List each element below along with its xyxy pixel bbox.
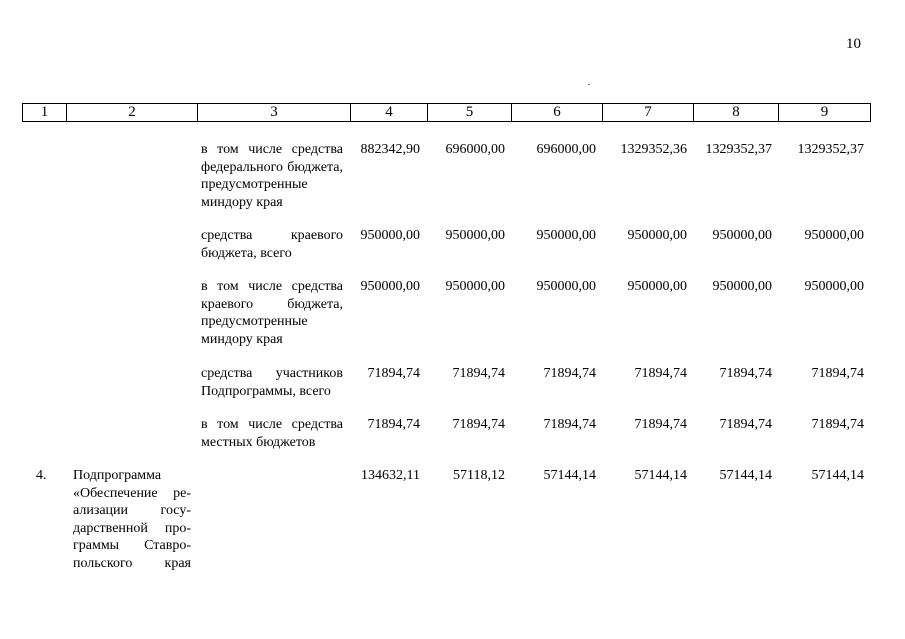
table-cell-col7: 71894,74 bbox=[634, 366, 687, 381]
table-cell-col5: 71894,74 bbox=[452, 366, 505, 381]
subprogram-name-line: граммы Ставро- bbox=[73, 538, 191, 553]
header-col-9: 9 bbox=[820, 104, 829, 120]
table-cell-col9: 950000,00 bbox=[804, 228, 864, 243]
table-cell-col6: 696000,00 bbox=[536, 142, 596, 157]
header-col-3: 3 bbox=[198, 104, 351, 121]
table-row-description: в том числе средства местных бюджетов bbox=[201, 417, 343, 450]
table-cell-col7: 950000,00 bbox=[627, 279, 687, 294]
table-cell-col9: 1329352,37 bbox=[797, 142, 864, 157]
table-cell-col5: 57118,12 bbox=[453, 468, 505, 483]
table-row-description: средства участников Подпрограммы, всего bbox=[201, 366, 343, 399]
table-cell-col8: 1329352,37 bbox=[705, 142, 772, 157]
table-cell-col9: 950000,00 bbox=[804, 279, 864, 294]
table-cell-col6: 57144,14 bbox=[543, 468, 596, 483]
header-col-7: 7 bbox=[603, 104, 694, 121]
table-cell-col7: 950000,00 bbox=[627, 228, 687, 243]
table-cell-col9: 57144,14 bbox=[811, 468, 864, 483]
table-cell-col5: 71894,74 bbox=[452, 417, 505, 432]
table-cell-col9: 71894,74 bbox=[811, 366, 864, 381]
table-cell-col6: 950000,00 bbox=[536, 279, 596, 294]
table-cell-col6: 71894,74 bbox=[543, 417, 596, 432]
table-cell-col8: 950000,00 bbox=[712, 279, 772, 294]
header-col-5: 5 bbox=[428, 104, 512, 121]
table-cell-col6: 950000,00 bbox=[536, 228, 596, 243]
table-cell-col7: 71894,74 bbox=[634, 417, 687, 432]
table-row-description: средства краевого бюджета, всего bbox=[201, 228, 343, 261]
table-cell-col7: 57144,14 bbox=[634, 468, 687, 483]
table-cell-col4: 134632,11 bbox=[361, 468, 420, 483]
table-cell-col4: 950000,00 bbox=[360, 228, 420, 243]
header-col-1: 1 bbox=[23, 104, 67, 121]
table-cell-col5: 950000,00 bbox=[445, 279, 505, 294]
subprogram-name-line: ализации госу- bbox=[73, 503, 191, 518]
table-cell-col8: 71894,74 bbox=[719, 417, 772, 432]
table-cell-col5: 696000,00 bbox=[445, 142, 505, 157]
subprogram-name bbox=[73, 467, 191, 572]
table-cell-col5: 950000,00 bbox=[445, 228, 505, 243]
row-number: 4. bbox=[36, 468, 47, 483]
table-cell-col8: 71894,74 bbox=[719, 366, 772, 381]
table-header-row bbox=[22, 103, 871, 122]
table-cell-col6: 71894,74 bbox=[543, 366, 596, 381]
subprogram-name-line: польского края bbox=[73, 555, 191, 571]
subprogram-name-line: дарственной про- bbox=[73, 520, 191, 536]
table-cell-col8: 57144,14 bbox=[719, 468, 772, 483]
table-row-description: в том числе средства краевого бюджета, предусмотренные миндору края bbox=[201, 279, 343, 347]
header-col-2: 2 bbox=[67, 104, 198, 121]
subprogram-name-line: Подпрограмма bbox=[73, 468, 162, 483]
table-cell-col8: 950000,00 bbox=[712, 228, 772, 243]
table-cell-col4: 71894,74 bbox=[367, 417, 420, 432]
scan-dot bbox=[588, 84, 590, 85]
header-col-4: 4 bbox=[351, 104, 428, 121]
header-col-8: 8 bbox=[694, 104, 779, 121]
table-cell-col4: 950000,00 bbox=[360, 279, 420, 294]
subprogram-name-line: «Обеспечение ре- bbox=[73, 485, 191, 501]
header-col-6: 6 bbox=[512, 104, 603, 121]
table-cell-col4: 71894,74 bbox=[367, 366, 420, 381]
table-row-description: в том числе средства федерального бюджета, предусмотренные миндору края bbox=[201, 142, 343, 210]
page-number: 10 bbox=[846, 36, 861, 52]
table-cell-col9: 71894,74 bbox=[811, 417, 864, 432]
table-cell-col7: 1329352,36 bbox=[620, 142, 687, 157]
table-cell-col4: 882342,90 bbox=[360, 142, 420, 157]
